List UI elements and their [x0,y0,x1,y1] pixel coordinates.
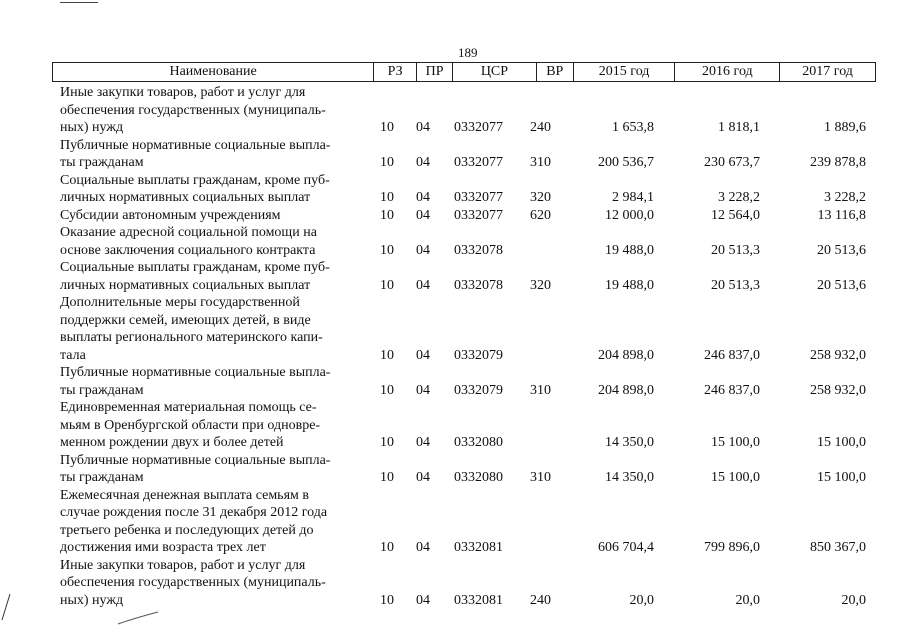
cell-2016: 12 564,0 [711,207,760,223]
cell-pr: 04 [416,540,430,555]
cell-2017: 1 889,6 [824,120,866,135]
cell-csr: 0332080 [454,470,503,485]
table-row [60,224,872,259]
cell-vr: 320 [530,277,551,293]
cell-2017: 850 367,0 [810,540,866,555]
table-row [60,84,872,137]
cell-pr: 04 [416,120,430,135]
cell-2016: 1 818,1 [718,120,760,135]
table-row [60,294,872,364]
cell-rz: 10 [380,470,394,485]
cell-csr: 0332078 [454,242,503,258]
cell-rz: 10 [380,207,394,223]
row-name: Социальные выплаты гражданам, кроме пуб- личных нормативных социальных выплат [60,260,330,293]
cell-csr: 0332079 [454,347,503,363]
cell-rz: 10 [380,540,394,555]
cell-pr: 04 [416,277,430,293]
row-name: Дополнительные меры государственной поддержки семей, имеющих детей, в виде выплаты регионального материнского капи- тала [60,295,323,363]
header-name: Наименование [53,63,374,81]
table-row [60,259,872,294]
cell-2015: 204 898,0 [598,347,654,363]
cell-vr: 310 [530,382,551,398]
cell-2017: 258 932,0 [810,382,866,398]
row-name: Публичные нормативные социальные выпла- ты гражданам [60,452,331,485]
header-pr: ПР [417,63,453,81]
cell-vr: 240 [530,592,551,608]
cell-2016: 246 837,0 [704,347,760,363]
cell-pr: 04 [416,592,430,608]
cell-2015: 606 704,4 [598,540,654,555]
cell-pr: 04 [416,470,430,485]
cell-csr: 0332081 [454,592,503,608]
cell-2015: 20,0 [629,592,654,608]
cell-csr: 0332081 [454,540,503,555]
row-name: Оказание адресной социальной помощи на основе заключения социального контракта [60,225,317,258]
cell-2015: 1 653,8 [612,120,654,135]
cell-2017: 258 932,0 [810,347,866,363]
cell-csr: 0332080 [454,435,503,450]
header-2015: 2015 год [574,63,676,81]
cell-pr: 04 [416,347,430,363]
cell-csr: 0332077 [454,207,503,223]
table-header [52,62,876,82]
table-row [60,399,872,452]
table-row [60,137,872,172]
cell-csr: 0332078 [454,277,503,293]
row-name: Социальные выплаты гражданам, кроме пуб- личных нормативных социальных выплат [60,172,330,205]
cell-rz: 10 [380,347,394,363]
cell-rz: 10 [380,120,394,135]
row-name: Публичные нормативные социальные выпла- ты гражданам [60,137,331,170]
row-name: Иные закупки товаров, работ и услуг для обеспечения государственных (муниципаль- ных) нужд [60,557,326,608]
cell-vr: 620 [530,207,551,223]
table-row [60,172,872,207]
row-name: Иные закупки товаров, работ и услуг для обеспечения государственных (муниципаль- ных) нужд [60,85,326,135]
cell-pr: 04 [416,207,430,223]
cell-2015: 2 984,1 [612,190,654,205]
cell-rz: 10 [380,155,394,170]
cell-vr: 240 [530,120,551,135]
header-csr: ЦСР [453,63,537,81]
cell-2017: 15 100,0 [817,470,866,485]
cell-2016: 20 513,3 [711,242,760,258]
cell-2016: 15 100,0 [711,435,760,450]
table-row [60,364,872,399]
cell-pr: 04 [416,155,430,170]
cell-pr: 04 [416,435,430,450]
row-name: Публичные нормативные социальные выпла- ты гражданам [60,365,331,398]
cell-2016: 799 896,0 [704,540,760,555]
table-row [60,487,872,557]
cell-rz: 10 [380,277,394,293]
table-body [60,84,872,609]
cell-csr: 0332079 [454,382,503,398]
cell-2015: 14 350,0 [605,470,654,485]
cell-vr: 320 [530,190,551,205]
scan-edge-mark [60,2,98,3]
cell-2015: 19 488,0 [605,242,654,258]
cell-2017: 20 513,6 [817,277,866,293]
cell-pr: 04 [416,190,430,205]
table-row [60,452,872,487]
cell-2016: 230 673,7 [704,155,760,170]
header-vr: ВР [537,63,574,81]
cell-2015: 19 488,0 [605,277,654,293]
row-name: Ежемесячная денежная выплата семьям в случае рождения после 31 декабря 2012 года третьего ребенка и последующих детей до достижения ими возраста трех лет [60,487,328,555]
row-name: Субсидии автономным учреждениям [60,207,281,223]
cell-2016: 20 513,3 [711,277,760,293]
table-row [60,557,872,610]
cell-2015: 200 536,7 [598,155,654,170]
cell-csr: 0332077 [454,120,503,135]
cell-2016: 15 100,0 [711,470,760,485]
cell-rz: 10 [380,592,394,608]
row-name: Единовременная материальная помощь се- мьям в Оренбургской области при одновре- менном рождении двух и более детей [60,400,321,450]
pen-stroke-mark [0,590,180,640]
cell-2016: 246 837,0 [704,382,760,398]
cell-rz: 10 [380,242,394,258]
header-rz: РЗ [374,63,417,81]
table-row [60,207,872,225]
cell-vr: 310 [530,155,551,170]
cell-2016: 20,0 [735,592,760,608]
cell-2016: 3 228,2 [718,190,760,205]
cell-2017: 3 228,2 [824,190,866,205]
cell-csr: 0332077 [454,190,503,205]
cell-2015: 204 898,0 [598,382,654,398]
header-2017: 2017 год [802,64,853,79]
cell-rz: 10 [380,382,394,398]
cell-2017: 15 100,0 [817,435,866,450]
header-2016: 2016 год [675,63,780,81]
cell-2015: 12 000,0 [605,207,654,223]
cell-2017: 13 116,8 [817,207,866,223]
page-number: 189 [458,45,478,60]
cell-pr: 04 [416,242,430,258]
cell-csr: 0332077 [454,155,503,170]
cell-2015: 14 350,0 [605,435,654,450]
cell-pr: 04 [416,382,430,398]
cell-vr: 310 [530,470,551,485]
cell-rz: 10 [380,190,394,205]
cell-2017: 20 513,6 [817,242,866,258]
cell-2017: 20,0 [841,592,866,608]
cell-rz: 10 [380,435,394,450]
cell-2017: 239 878,8 [810,155,866,170]
